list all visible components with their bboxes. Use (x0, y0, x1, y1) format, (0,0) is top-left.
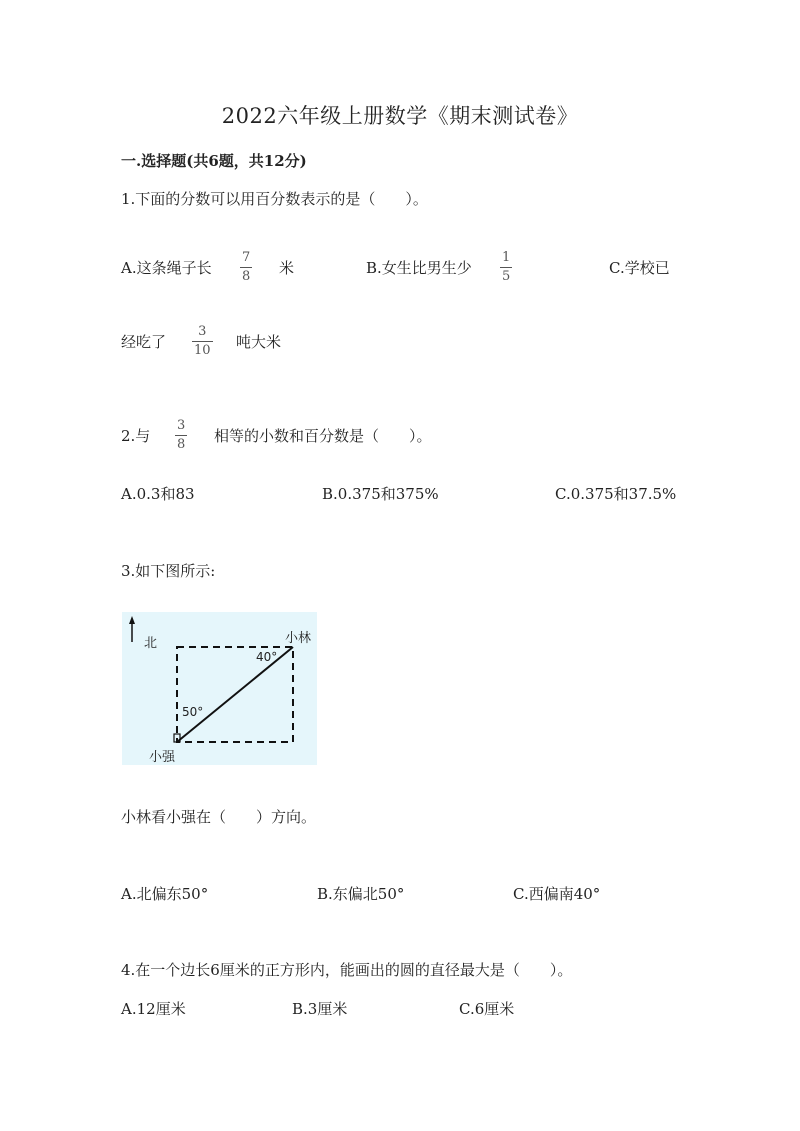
q1-option-c-fraction (192, 324, 213, 359)
q3-option-b: B.东偏北50° (317, 885, 405, 903)
fraction-numerator: 7 (242, 250, 251, 265)
fraction-bar (500, 267, 512, 268)
xiaolin-label: 小林 (285, 631, 312, 646)
q1-option-c-continued: 经吃了 (121, 333, 167, 351)
q1-option-a-text: A.这条绳子长 (121, 259, 212, 277)
q1-option-c-text: C.学校已 (609, 259, 670, 277)
fraction-denominator: 5 (502, 269, 511, 284)
page-title: 2022六年级上册数学《期末测试卷》 (221, 104, 579, 128)
q3-direction-figure (122, 612, 317, 765)
fraction-bar (175, 435, 187, 436)
q2-option-b: B.0.375和375% (322, 485, 439, 503)
q3-option-a: A.北偏东50° (121, 885, 209, 903)
q3-question: 小林看小强在（ ）方向。 (121, 808, 317, 826)
q1-option-a-unit: 米 (279, 259, 295, 277)
fraction-numerator: 3 (177, 418, 186, 433)
angle-40-label: 40° (256, 650, 278, 664)
q4-option-b: B.3厘米 (292, 1000, 348, 1018)
q4-option-c: C.6厘米 (459, 1000, 515, 1018)
fraction-bar (192, 341, 213, 342)
q2-stem-suffix: 相等的小数和百分数是（ ）。 (214, 427, 432, 445)
fraction-denominator: 8 (242, 269, 251, 284)
q2-option-c: C.0.375和37.5% (555, 485, 677, 503)
fraction-denominator: 8 (177, 437, 186, 452)
q1-option-c-unit: 吨大米 (236, 333, 282, 351)
q3-option-c: C.西偏南40° (513, 885, 601, 903)
fraction-numerator: 1 (502, 250, 511, 265)
q1-option-b-text: B.女生比男生少 (366, 259, 472, 277)
north-label: 北 (144, 636, 158, 651)
section-heading: 一.选择题(共6题，共12分) (121, 152, 307, 170)
q1-stem: 1.下面的分数可以用百分数表示的是（ ）。 (121, 190, 428, 208)
q4-stem: 4.在一个边长6厘米的正方形内，能画出的圆的直径最大是（ ）。 (121, 961, 573, 979)
q2-option-a: A.0.3和83 (121, 485, 195, 503)
fraction-numerator: 3 (198, 324, 207, 339)
q2-stem-prefix: 2.与 (121, 427, 151, 445)
q4-option-a: A.12厘米 (121, 1000, 186, 1018)
q1-option-a-fraction (240, 250, 252, 285)
north-arrow-head (129, 616, 135, 624)
angle-50-label: 50° (182, 705, 204, 719)
fraction-bar (240, 267, 252, 268)
q1-option-b-fraction (500, 250, 512, 285)
xiaoqiang-label: 小强 (149, 750, 176, 765)
q2-fraction (175, 418, 187, 453)
q3-stem: 3.如下图所示: (121, 562, 216, 580)
fraction-denominator: 10 (194, 343, 211, 358)
